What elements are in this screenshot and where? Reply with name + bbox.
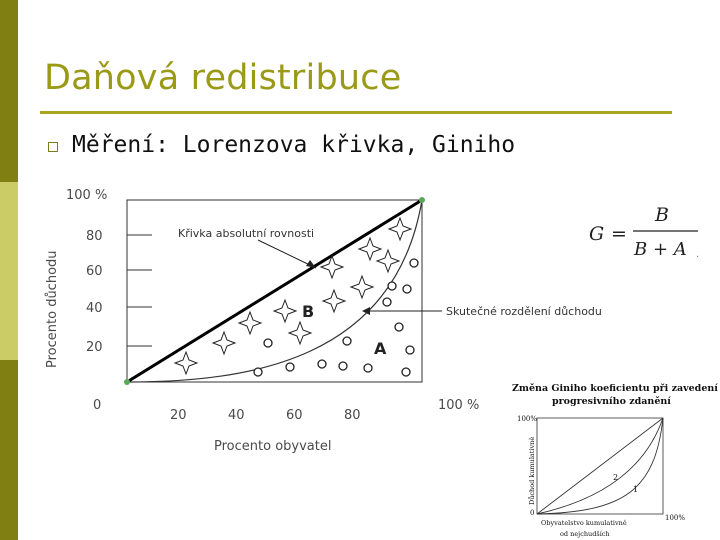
sun-marker: [388, 282, 396, 290]
equality-pointer-arrowhead: [306, 260, 316, 268]
gini-formula: [589, 204, 699, 260]
small-chart-curve-label-1: 1: [633, 485, 639, 494]
sun-marker: [364, 364, 372, 372]
actual-distribution-annotation: Skutečné rozdělení důchodu: [446, 305, 602, 318]
sun-marker: [402, 368, 410, 376]
sun-marker: [403, 285, 411, 293]
sun-marker: [395, 323, 403, 331]
y-top-label: 100 %: [66, 188, 108, 203]
small-chart-y-label: Důchod kumulativně: [528, 436, 536, 505]
sun-marker: [318, 360, 326, 368]
small-chart-title-1: Změna Giniho koeficientu při zavedení: [512, 383, 718, 394]
small-chart-y-zero: 0: [530, 509, 535, 517]
sun-marker: [286, 363, 294, 371]
y-tick-0: 0: [93, 398, 102, 413]
small-chart-equality-line: [537, 418, 663, 514]
y-tick-40: 40: [86, 301, 103, 316]
star-marker: [351, 276, 373, 298]
small-chart-x-label-1: Obyvatelstvo kumulativně: [541, 519, 627, 527]
star-marker: [323, 290, 345, 312]
equality-pointer: [258, 240, 316, 268]
progressive-tax-chart: [512, 383, 718, 538]
slide-title: Daňová redistribuce: [44, 58, 402, 98]
star-marker: [359, 238, 381, 260]
star-marker: [274, 300, 296, 322]
region-a-label: A: [374, 339, 387, 358]
formula-denominator: B + A: [634, 239, 687, 260]
formula-numerator: B: [655, 204, 669, 226]
star-marker: [239, 312, 261, 334]
formula-trailing-dot: .: [696, 249, 700, 260]
x-right-label: 100 %: [438, 398, 480, 413]
star-marker: [289, 322, 311, 344]
small-chart-x-right: 100%: [665, 514, 686, 522]
sun-marker: [264, 339, 272, 347]
y-axis-label: Procento důchodu: [45, 250, 60, 368]
small-chart-title-2: progresivního zdanění: [552, 396, 671, 407]
y-tick-20: 20: [86, 340, 103, 355]
bullet-text: Měření: Lorenzova křivka, Giniho: [72, 132, 516, 158]
formula-lhs: G: [589, 223, 605, 245]
formula-equals: =: [611, 223, 627, 245]
sun-marker: [383, 298, 391, 306]
equality-end-dot: [419, 197, 425, 203]
y-tick-80: 80: [86, 229, 103, 244]
equality-annotation: Křivka absolutní rovnosti: [178, 227, 315, 240]
sun-marker: [406, 346, 414, 354]
x-tick-80: 80: [344, 408, 361, 423]
sun-marker: [339, 362, 347, 370]
x-tick-20: 20: [170, 408, 187, 423]
region-b-label: B: [302, 302, 315, 321]
star-marker: [377, 250, 399, 272]
sun-marker: [410, 259, 418, 267]
star-marker: [175, 352, 197, 374]
y-tick-60: 60: [86, 264, 103, 279]
x-axis-label: Procento obyvatel: [214, 439, 332, 454]
star-marker: [389, 218, 411, 240]
region-a-suns: [254, 259, 418, 376]
equality-start-dot: [124, 379, 130, 385]
x-tick-40: 40: [228, 408, 245, 423]
x-tick-60: 60: [286, 408, 303, 423]
small-chart-x-label-2: od nejchudších: [560, 530, 610, 538]
sun-marker: [254, 368, 262, 376]
small-chart-y-top: 100%: [517, 415, 538, 423]
star-marker: [213, 332, 235, 354]
small-chart-curve-label-2: 2: [613, 473, 619, 482]
sun-marker: [343, 337, 351, 345]
